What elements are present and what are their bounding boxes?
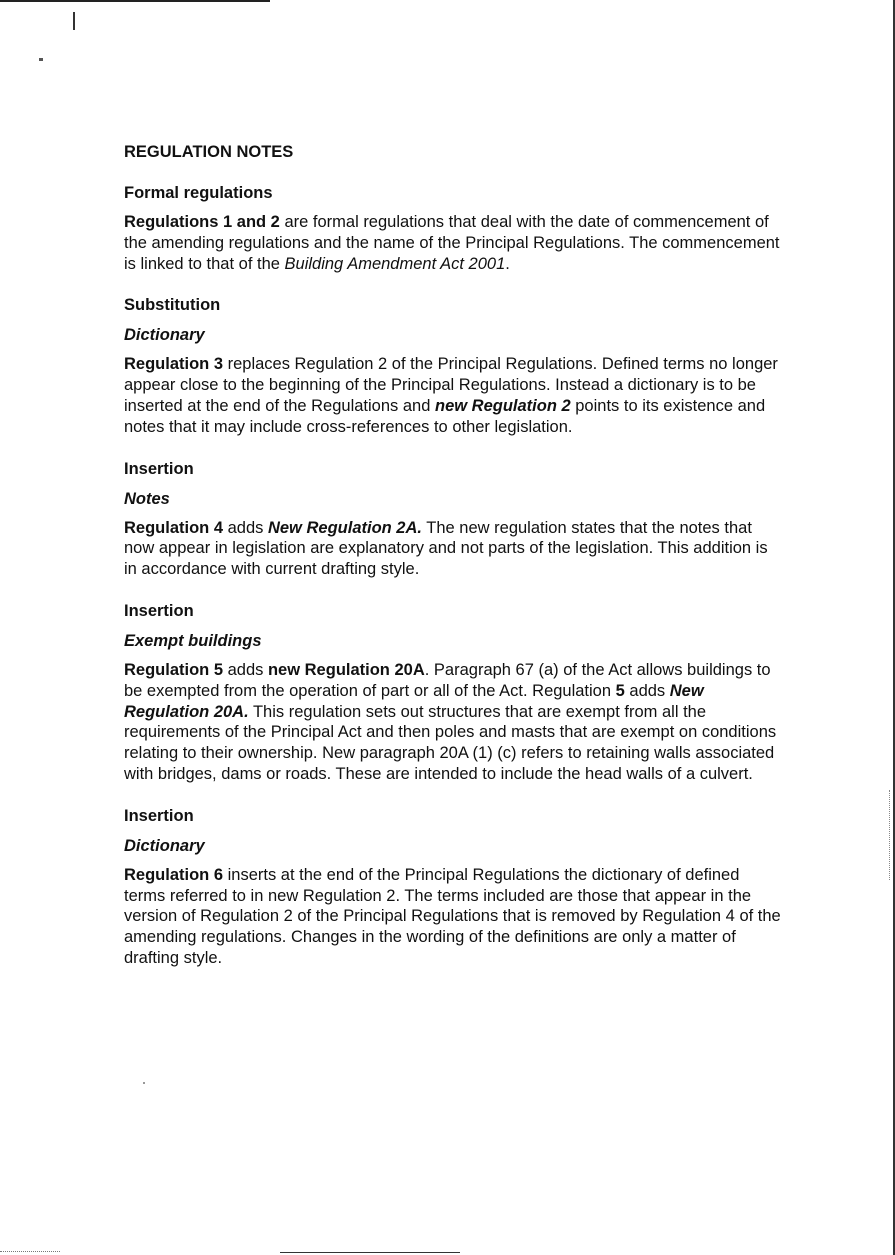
scan-right-edge-dots bbox=[888, 790, 890, 880]
paragraph-text: points to its existence and notes that it may include cross-references to other legislation. bbox=[124, 396, 766, 436]
paragraph-text: adds bbox=[624, 681, 670, 700]
paragraph-text: . Paragraph 67 (a) of the Act allows buildings to be exempted from the operation of part or all of the Act. Regulation bbox=[124, 660, 771, 700]
new-regulation-reference: new Regulation 20A bbox=[267, 660, 425, 679]
regulation-reference: Regulation 4 bbox=[124, 518, 224, 537]
paragraph-text: replaces Regulation 2 of the Principal Regulations. Defined terms no longer appear close to the beginning of the Principal Regulations. Instead a dictionary is to be inserted at the end of the Regulations and bbox=[124, 355, 778, 415]
section-subheading: Dictionary bbox=[124, 836, 205, 855]
scan-mark bbox=[73, 12, 75, 30]
section-heading: Insertion bbox=[124, 459, 194, 478]
paragraph-text: are formal regulations that deal with the date of commencement of the amending regulations and the name of the Principal Regulations. The commencement is linked to that of the bbox=[124, 213, 780, 273]
scan-top-edge-line bbox=[0, 0, 270, 2]
section-insertion-exempt-buildings bbox=[124, 600, 784, 785]
new-regulation-reference: New Regulation 20A. bbox=[124, 681, 704, 721]
paragraph-text: adds bbox=[223, 660, 268, 679]
regulation-reference: Regulation 6 bbox=[124, 865, 224, 884]
section-subheading: Dictionary bbox=[124, 326, 205, 345]
paragraph-text: . bbox=[505, 254, 510, 273]
act-citation: Building Amendment Act 2001 bbox=[284, 254, 506, 273]
new-regulation-reference: New Regulation 2A. bbox=[267, 518, 422, 537]
scan-speck bbox=[143, 1082, 145, 1084]
regulation-reference: 5 bbox=[615, 681, 625, 700]
document-title: REGULATION NOTES bbox=[124, 143, 294, 161]
regulation-reference: Regulation 5 bbox=[124, 660, 224, 679]
section-formal-regulations bbox=[124, 182, 784, 274]
scan-bottom-edge-dots bbox=[0, 1250, 60, 1252]
section-heading: Substitution bbox=[124, 296, 221, 315]
section-paragraph bbox=[124, 212, 784, 274]
regulation-reference: Regulations 1 and 2 bbox=[124, 213, 280, 231]
section-paragraph bbox=[124, 660, 784, 785]
section-paragraph bbox=[124, 518, 784, 580]
section-paragraph bbox=[124, 354, 784, 437]
section-heading: Insertion bbox=[124, 806, 194, 825]
section-insertion-notes bbox=[124, 458, 784, 580]
scan-bottom-edge-line bbox=[280, 1252, 460, 1253]
regulation-reference: Regulation 3 bbox=[124, 355, 224, 374]
section-paragraph bbox=[124, 865, 784, 969]
new-regulation-reference: new Regulation 2 bbox=[434, 396, 571, 415]
section-subheading: Notes bbox=[124, 489, 170, 508]
section-heading: Insertion bbox=[124, 601, 194, 620]
section-subheading: Exempt buildings bbox=[124, 631, 262, 650]
scan-speck bbox=[39, 58, 43, 61]
paragraph-text: adds bbox=[223, 518, 268, 537]
section-heading: Formal regulations bbox=[124, 184, 273, 202]
section-insertion-dictionary bbox=[124, 805, 784, 969]
section-substitution bbox=[124, 294, 784, 437]
paragraph-text: inserts at the end of the Principal Regulations the dictionary of defined terms referred to in new Regulation 2. The terms included are those that appear in the version of Regulation 2 of the Principal Regulations that is removed by Regulation 4 of the amending regulations. Changes in the wording of the definitions are only a matter of drafting style. bbox=[124, 865, 781, 967]
document-page bbox=[124, 140, 784, 989]
paragraph-text: The new regulation states that the notes that now appear in legislation are explanatory and not parts of the legislation. This addition is in accordance with current drafting style. bbox=[124, 518, 768, 579]
paragraph-text: This regulation sets out structures that are exempt from all the requirements of the Principal Act and then poles and masts that are exempt on conditions relating to their ownership. New paragraph 20A (1) (c) refers to retaining walls associated with bridges, dams or roads. These are intended to include the head walls of a culvert. bbox=[124, 702, 777, 783]
